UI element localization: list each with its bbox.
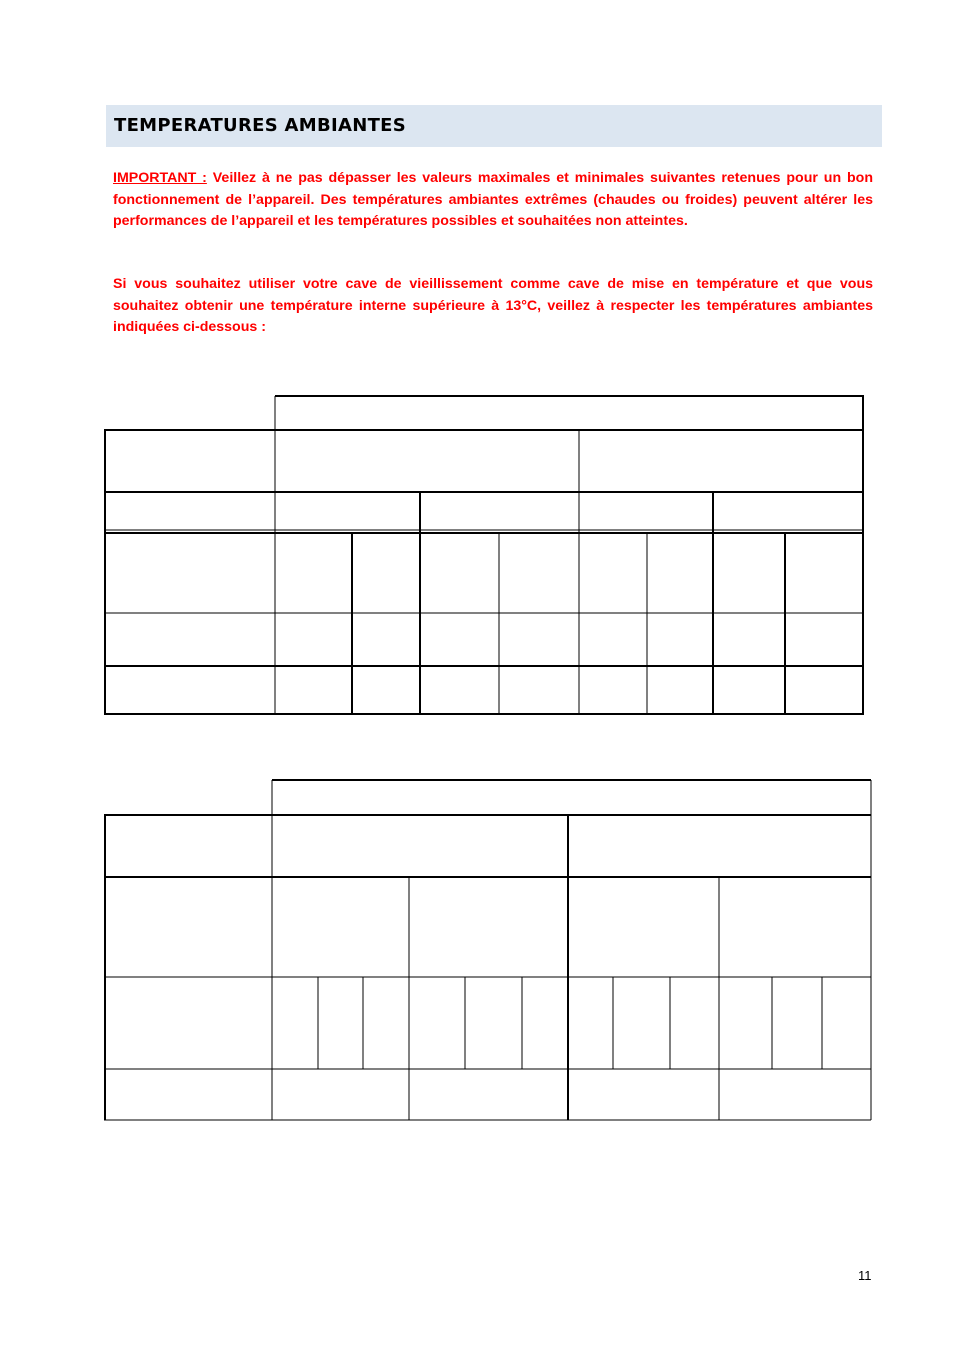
page-number: 11 [858, 1268, 872, 1283]
notice-paragraph-2: Si vous souhaitez utiliser votre cave de vieillissement comme cave de mise en température et que vous souhaitez obtenir une température interne supérieure à 13°C, veillez à respecter les températures ambiantes indiquées ci-dessous : [113, 276, 873, 335]
section-heading: TEMPERATURES AMBIANTES [106, 105, 882, 147]
notice-paragraph-1: Veillez à ne pas dépasser les valeurs maximales et minimales suivantes retenues pour un bon fonctionnement de l’appareil. Des températures ambiantes extrêmes (chaudes ou froides) peuvent altérer les performances de l’appareil et les températures possibles et souhaitées non atteintes. [113, 170, 873, 229]
important-label: IMPORTANT : [113, 170, 207, 186]
